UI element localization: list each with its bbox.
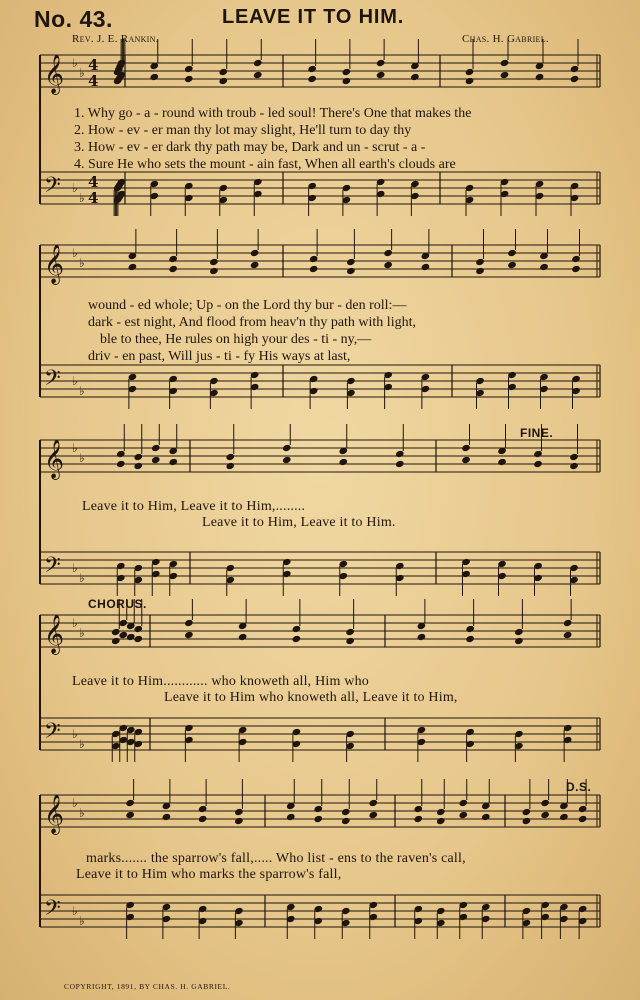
svg-text:♭: ♭ — [72, 904, 78, 918]
svg-text:𝄢: 𝄢 — [44, 719, 61, 749]
svg-text:♭: ♭ — [72, 616, 78, 630]
svg-text:𝄢: 𝄢 — [44, 896, 61, 926]
verse-1-line-2: wound - ed whole; Up - on the Lord thy bur - den roll:— — [88, 298, 407, 313]
fine-label: FINE. — [520, 426, 554, 440]
svg-text:♭: ♭ — [79, 806, 85, 820]
verse-4-line-1: 4. Sure He who sets the mount - ain fast, When all earth's clouds are — [74, 157, 456, 172]
svg-text:𝄞: 𝄞 — [44, 794, 65, 834]
svg-text:♭: ♭ — [79, 737, 85, 751]
svg-text:♭: ♭ — [79, 571, 85, 585]
svg-text:♭: ♭ — [79, 256, 85, 270]
ds-label: D.S. — [566, 780, 592, 794]
svg-text:𝄢: 𝄢 — [44, 553, 61, 583]
svg-text:♭: ♭ — [79, 914, 85, 928]
svg-text:𝄞: 𝄞 — [44, 244, 65, 284]
svg-text:♭: ♭ — [72, 246, 78, 260]
verse-2-line-2: dark - est night, And flood from heav'n thy path with light, — [88, 315, 416, 330]
svg-text:♭: ♭ — [72, 441, 78, 455]
svg-text:♭: ♭ — [72, 374, 78, 388]
svg-text:4: 4 — [88, 173, 99, 191]
refrain-line-4-bottom: Leave it to Him who knoweth all, Leave it to Him, — [164, 690, 458, 705]
svg-text:𝄞: 𝄞 — [44, 614, 65, 654]
verse-3-line-1: 3. How - ev - er dark thy path may be, Dark and un - scrut - a - — [74, 140, 426, 155]
svg-text:4: 4 — [88, 56, 99, 74]
svg-text:♭: ♭ — [72, 727, 78, 741]
verse-3-line-2: ble to thee, He rules on high your des - ti - ny,— — [100, 332, 372, 347]
svg-text:4: 4 — [88, 72, 99, 90]
refrain-line-5-bottom: Leave it to Him who marks the sparrow's fall, — [76, 867, 342, 882]
refrain-line-3-bottom: Leave it to Him, Leave it to Him. — [202, 515, 396, 530]
svg-text:♭: ♭ — [72, 181, 78, 195]
svg-text:4: 4 — [88, 189, 99, 207]
svg-text:♭: ♭ — [79, 384, 85, 398]
verse-2-line-1: 2. How - ev - er man thy lot may slight, He'll turn to day thy — [74, 123, 412, 138]
svg-text:♭: ♭ — [72, 56, 78, 70]
chorus-label: CHORUS. — [88, 597, 147, 611]
svg-text:♭: ♭ — [79, 626, 85, 640]
svg-text:𝄢: 𝄢 — [44, 366, 61, 396]
verse-1-line-1: 1. Why go - a - round with troub - led soul! There's One that makes the — [74, 106, 472, 121]
svg-text:♭: ♭ — [79, 66, 85, 80]
svg-text:𝄢: 𝄢 — [44, 173, 61, 203]
author-credit: Rev. J. E. Rankin. — [72, 33, 159, 45]
svg-text:♭: ♭ — [72, 796, 78, 810]
copyright-notice: COPYRIGHT, 1891, BY CHAS. H. GABRIEL. — [64, 982, 231, 991]
refrain-line-5-top: marks....... the sparrow's fall,..... Who list - ens to the raven's call, — [86, 851, 466, 866]
verse-4-line-2: driv - en past, Will jus - ti - fy His ways at last, — [88, 349, 351, 364]
hymn-number: No. 43. — [34, 6, 113, 32]
svg-text:𝄞: 𝄞 — [44, 439, 65, 479]
svg-text:𝄞: 𝄞 — [44, 54, 65, 94]
hymn-title: LEAVE IT TO HIM. — [222, 6, 405, 28]
refrain-line-3-top: Leave it to Him, Leave it to Him,........ — [82, 499, 306, 514]
composer-credit: Chas. H. Gabriel. — [462, 33, 549, 45]
refrain-line-4-top: Leave it to Him............ who knoweth all, Him who — [72, 674, 369, 689]
svg-text:♭: ♭ — [72, 561, 78, 575]
svg-text:♭: ♭ — [79, 191, 85, 205]
svg-text:♭: ♭ — [79, 451, 85, 465]
